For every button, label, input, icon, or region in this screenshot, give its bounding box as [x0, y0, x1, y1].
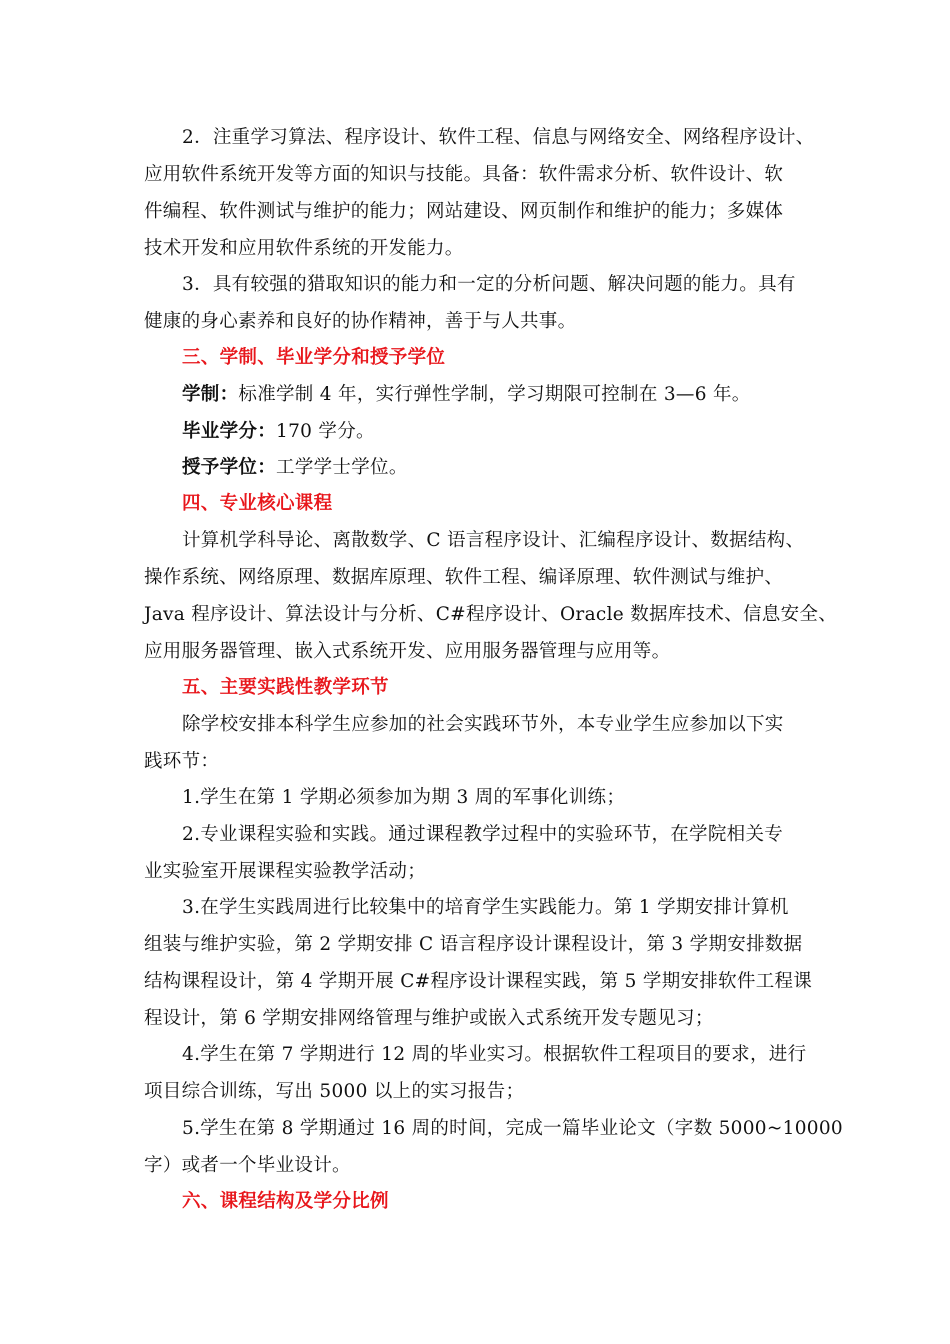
- list-item-line: 5.学生在第 8 学期通过 16 周的时间，完成一篇毕业论文（字数 5000~10000: [182, 1118, 843, 1139]
- paragraph-line: 3．具有较强的猎取知识的能力和一定的分析问题、解决问题的能力。具有: [182, 274, 796, 295]
- info-line-degree: [182, 456, 408, 480]
- list-item-line: 业实验室开展课程实验教学活动；: [144, 861, 427, 882]
- paragraph-line: Java 程序设计、算法设计与分析、C#程序设计、Oracle 数据库技术、信息安全、: [144, 604, 838, 625]
- paragraph-line: 计算机学科导论、离散数学、C 语言程序设计、汇编程序设计、数据结构、: [182, 530, 805, 551]
- list-item-line: 结构课程设计，第 4 学期开展 C#程序设计课程实践，第 5 学期安排软件工程课: [144, 971, 813, 992]
- list-item-line: 1.学生在第 1 学期必须参加为期 3 周的军事化训练；: [182, 787, 626, 808]
- section-heading: 六、课程结构及学分比例: [182, 1191, 389, 1212]
- list-item-line: 4.学生在第 7 学期进行 12 周的毕业实习。根据软件工程项目的要求，进行: [182, 1044, 807, 1065]
- paragraph-line: 技术开发和应用软件系统的开发能力。: [144, 238, 464, 259]
- info-line-duration: [182, 383, 751, 407]
- paragraph-line: 除学校安排本科学生应参加的社会实践环节外，本专业学生应参加以下实: [182, 714, 784, 735]
- paragraph-line: 操作系统、网络原理、数据库原理、软件工程、编译原理、软件测试与维护、: [144, 567, 784, 588]
- section-heading: 四、专业核心课程: [182, 493, 333, 514]
- list-item-line: 项目综合训练，写出 5000 以上的实习报告；: [144, 1081, 525, 1102]
- paragraph-line: 践环节：: [144, 751, 220, 772]
- paragraph-line: 件编程、软件测试与维护的能力；网站建设、网页制作和维护的能力；多媒体: [144, 201, 784, 222]
- list-item-line: 程设计，第 6 学期安排网络管理与维护或嵌入式系统开发专题见习；: [144, 1008, 714, 1029]
- info-value: 工学学士学位。: [276, 457, 408, 478]
- list-item-line: 组装与维护实验，第 2 学期安排 C 语言程序设计课程设计，第 3 学期安排数据: [144, 934, 803, 955]
- section-heading: 五、主要实践性教学环节: [182, 677, 389, 698]
- list-item-line: 字）或者一个毕业设计。: [144, 1155, 351, 1176]
- info-label: 授予学位：: [182, 457, 277, 478]
- info-label: 学制：: [182, 384, 239, 405]
- info-value: 标准学制 4 年，实行弹性学制，学习期限可控制在 3—6 年。: [238, 384, 751, 405]
- info-line-credits: [182, 420, 375, 444]
- paragraph-line: 2．注重学习算法、程序设计、软件工程、信息与网络安全、网络程序设计、: [182, 127, 815, 148]
- list-item-line: 2.专业课程实验和实践。通过课程教学过程中的实验环节，在学院相关专: [182, 824, 784, 845]
- info-label: 毕业学分：: [182, 421, 277, 442]
- section-heading: 三、学制、毕业学分和授予学位: [182, 347, 446, 368]
- paragraph-line: 应用软件系统开发等方面的知识与技能。具备：软件需求分析、软件设计、软: [144, 164, 784, 185]
- info-value: 170 学分。: [276, 421, 375, 442]
- paragraph-line: 健康的身心素养和良好的协作精神，善于与人共事。: [144, 311, 577, 332]
- paragraph-line: 应用服务器管理、嵌入式系统开发、应用服务器管理与应用等。: [144, 641, 671, 662]
- list-item-line: 3.在学生实践周进行比较集中的培育学生实践能力。第 1 学期安排计算机: [182, 897, 789, 918]
